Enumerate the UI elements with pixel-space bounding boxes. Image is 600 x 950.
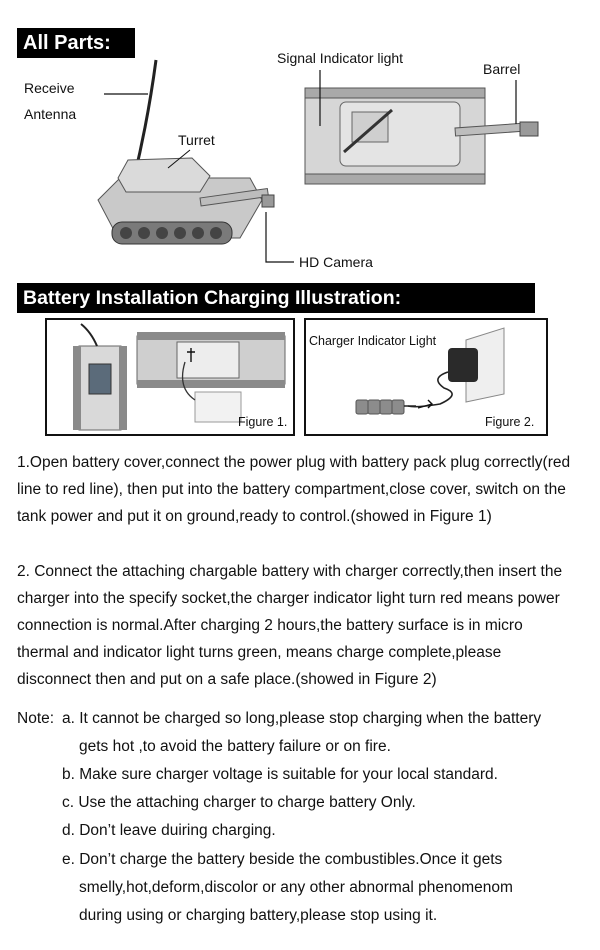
note-e-line-2: smelly,hot,deform,discolor or any other abnormal phenomenom — [79, 879, 513, 896]
note-c: c. Use the attaching charger to charge battery Only. — [62, 794, 416, 811]
turret-label: Turret — [178, 132, 215, 148]
figure-1-caption: Figure 1. — [238, 415, 288, 429]
note-e-line-3: during using or charging battery,please stop using it. — [79, 907, 438, 924]
figure-2-caption: Figure 2. — [485, 415, 535, 429]
barrel-label: Barrel — [483, 61, 521, 77]
note-e-line-1: e. Don’t charge the battery beside the combustibles.Once it gets — [62, 851, 503, 868]
charger-indicator-label: Charger Indicator Light — [309, 334, 437, 348]
instruction-step-1: 1.Open battery cover,connect the power plug with battery pack plug correctly(red line to red line), then put into the battery compartment,close cover, switch on the tank power and put it on ground,ready to control.(showed in Figure 1) — [17, 454, 571, 525]
signal-indicator-label: Signal Indicator light — [277, 50, 404, 66]
battery-installation-header: Battery Installation Charging Illustration: — [17, 283, 535, 313]
all-parts-header: All Parts: — [17, 28, 135, 58]
note-prefix: Note: — [17, 710, 55, 727]
instruction-step-2: 2. Connect the attaching chargable battery with charger correctly,then insert the charger into the specify socket,the charger indicator light turn red means power connection is normal.After charging 2 hours,the battery surface is in micro thermal and indicator light turns green, means charge complete,please disconnect then and put on a safe place.(showed in Figure 2) — [17, 563, 563, 688]
hd-camera-label: HD Camera — [299, 254, 373, 270]
note-b: b. Make sure charger voltage is suitable for your local standard. — [62, 766, 498, 783]
note-a-line-1: a. It cannot be charged so long,please stop charging when the battery — [62, 710, 542, 727]
antenna-label: Antenna — [24, 106, 77, 122]
tank-top-view-illustration — [0, 0, 600, 280]
note-d: d. Don’t leave duiring charging. — [62, 822, 276, 839]
note-a-line-2: gets hot ,to avoid the battery failure or on fire. — [79, 738, 391, 755]
receive-label: Receive — [24, 80, 75, 96]
